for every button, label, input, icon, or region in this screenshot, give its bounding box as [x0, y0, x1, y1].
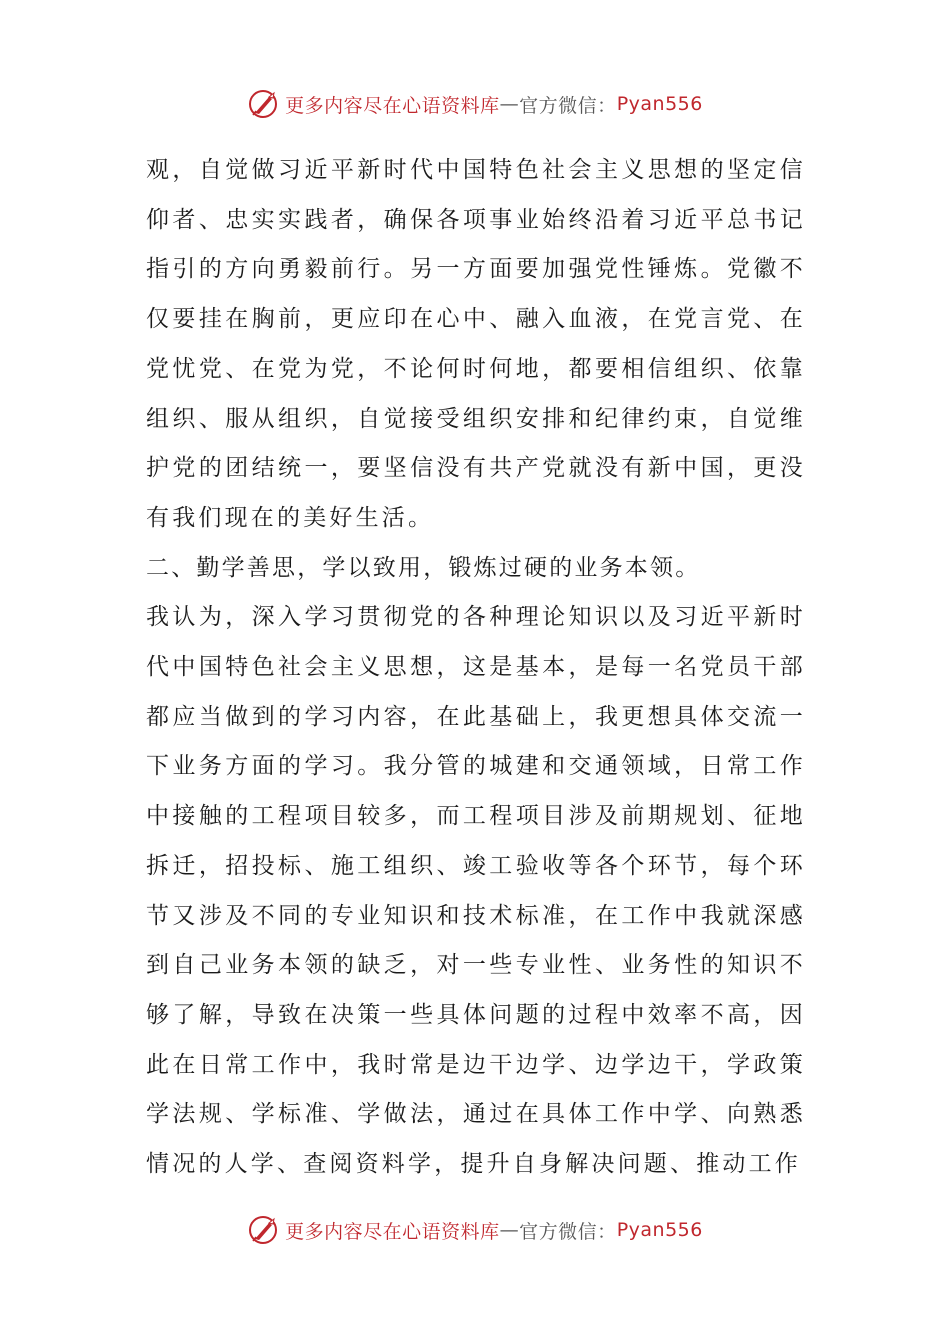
section-heading: 二、勤学善思，学以致用，锻炼过硬的业务本领。 [146, 554, 701, 581]
watermark-official: 官方微信： [519, 94, 617, 117]
footer-watermark [0, 1212, 950, 1248]
quill-pen-icon [247, 1214, 279, 1246]
paragraph-continuation: 观，自觉做习近平新时代中国特色社会主义思想的坚定信仰者、忠实实践者，确保各项事业始终沿着习近平总书记指引的方向勇毅前行。另一方面要加强党性锤炼。党徽不仅要挂在胸前，更应印在心中、融入血液，在党言党、在党忧党、在党为党，不论何时何地，都要相信组织、依靠组织、服从组织，自觉接受组织安排和纪律约束，自觉维护党的团结统一，要坚信没有共产党就没有新中国，更没有我们现在的美好生活。 [146, 157, 806, 531]
watermark-dash: — [499, 1219, 520, 1241]
watermark-brand: 更多内容尽在心语资料库 [285, 94, 500, 117]
watermark-brand: 更多内容尽在心语资料库 [285, 1220, 500, 1243]
quill-pen-icon [247, 88, 279, 120]
document-body [146, 146, 806, 1190]
watermark-wechat-id: Pyan556 [616, 1219, 703, 1241]
watermark-official: 官方微信： [519, 1220, 617, 1243]
watermark-dash: — [499, 93, 520, 115]
header-watermark [0, 86, 950, 122]
watermark-wechat-id: Pyan556 [616, 93, 703, 115]
paragraph-study: 我认为，深入学习贯彻党的各种理论知识以及习近平新时代中国特色社会主义思想，这是基本，是每一名党员干部都应当做到的学习内容，在此基础上，我更想具体交流一下业务方面的学习。我分管的城建和交通领域，日常工作中接触的工程项目较多，而工程项目涉及前期规划、征地拆迁，招投标、施工组织、竣工验收等各个环节，每个环节又涉及不同的专业知识和技术标准，在工作中我就深感到自己业务本领的缺乏，对一些专业性、业务性的知识不够了解，导致在决策一些具体问题的过程中效率不高，因此在日常工作中，我时常是边干边学、边学边干，学政策学法规、学标准、学做法，通过在具体工作中学、向熟悉情况的人学、查阅资料学，提升自身解决问题、推动工作 [146, 604, 806, 1178]
